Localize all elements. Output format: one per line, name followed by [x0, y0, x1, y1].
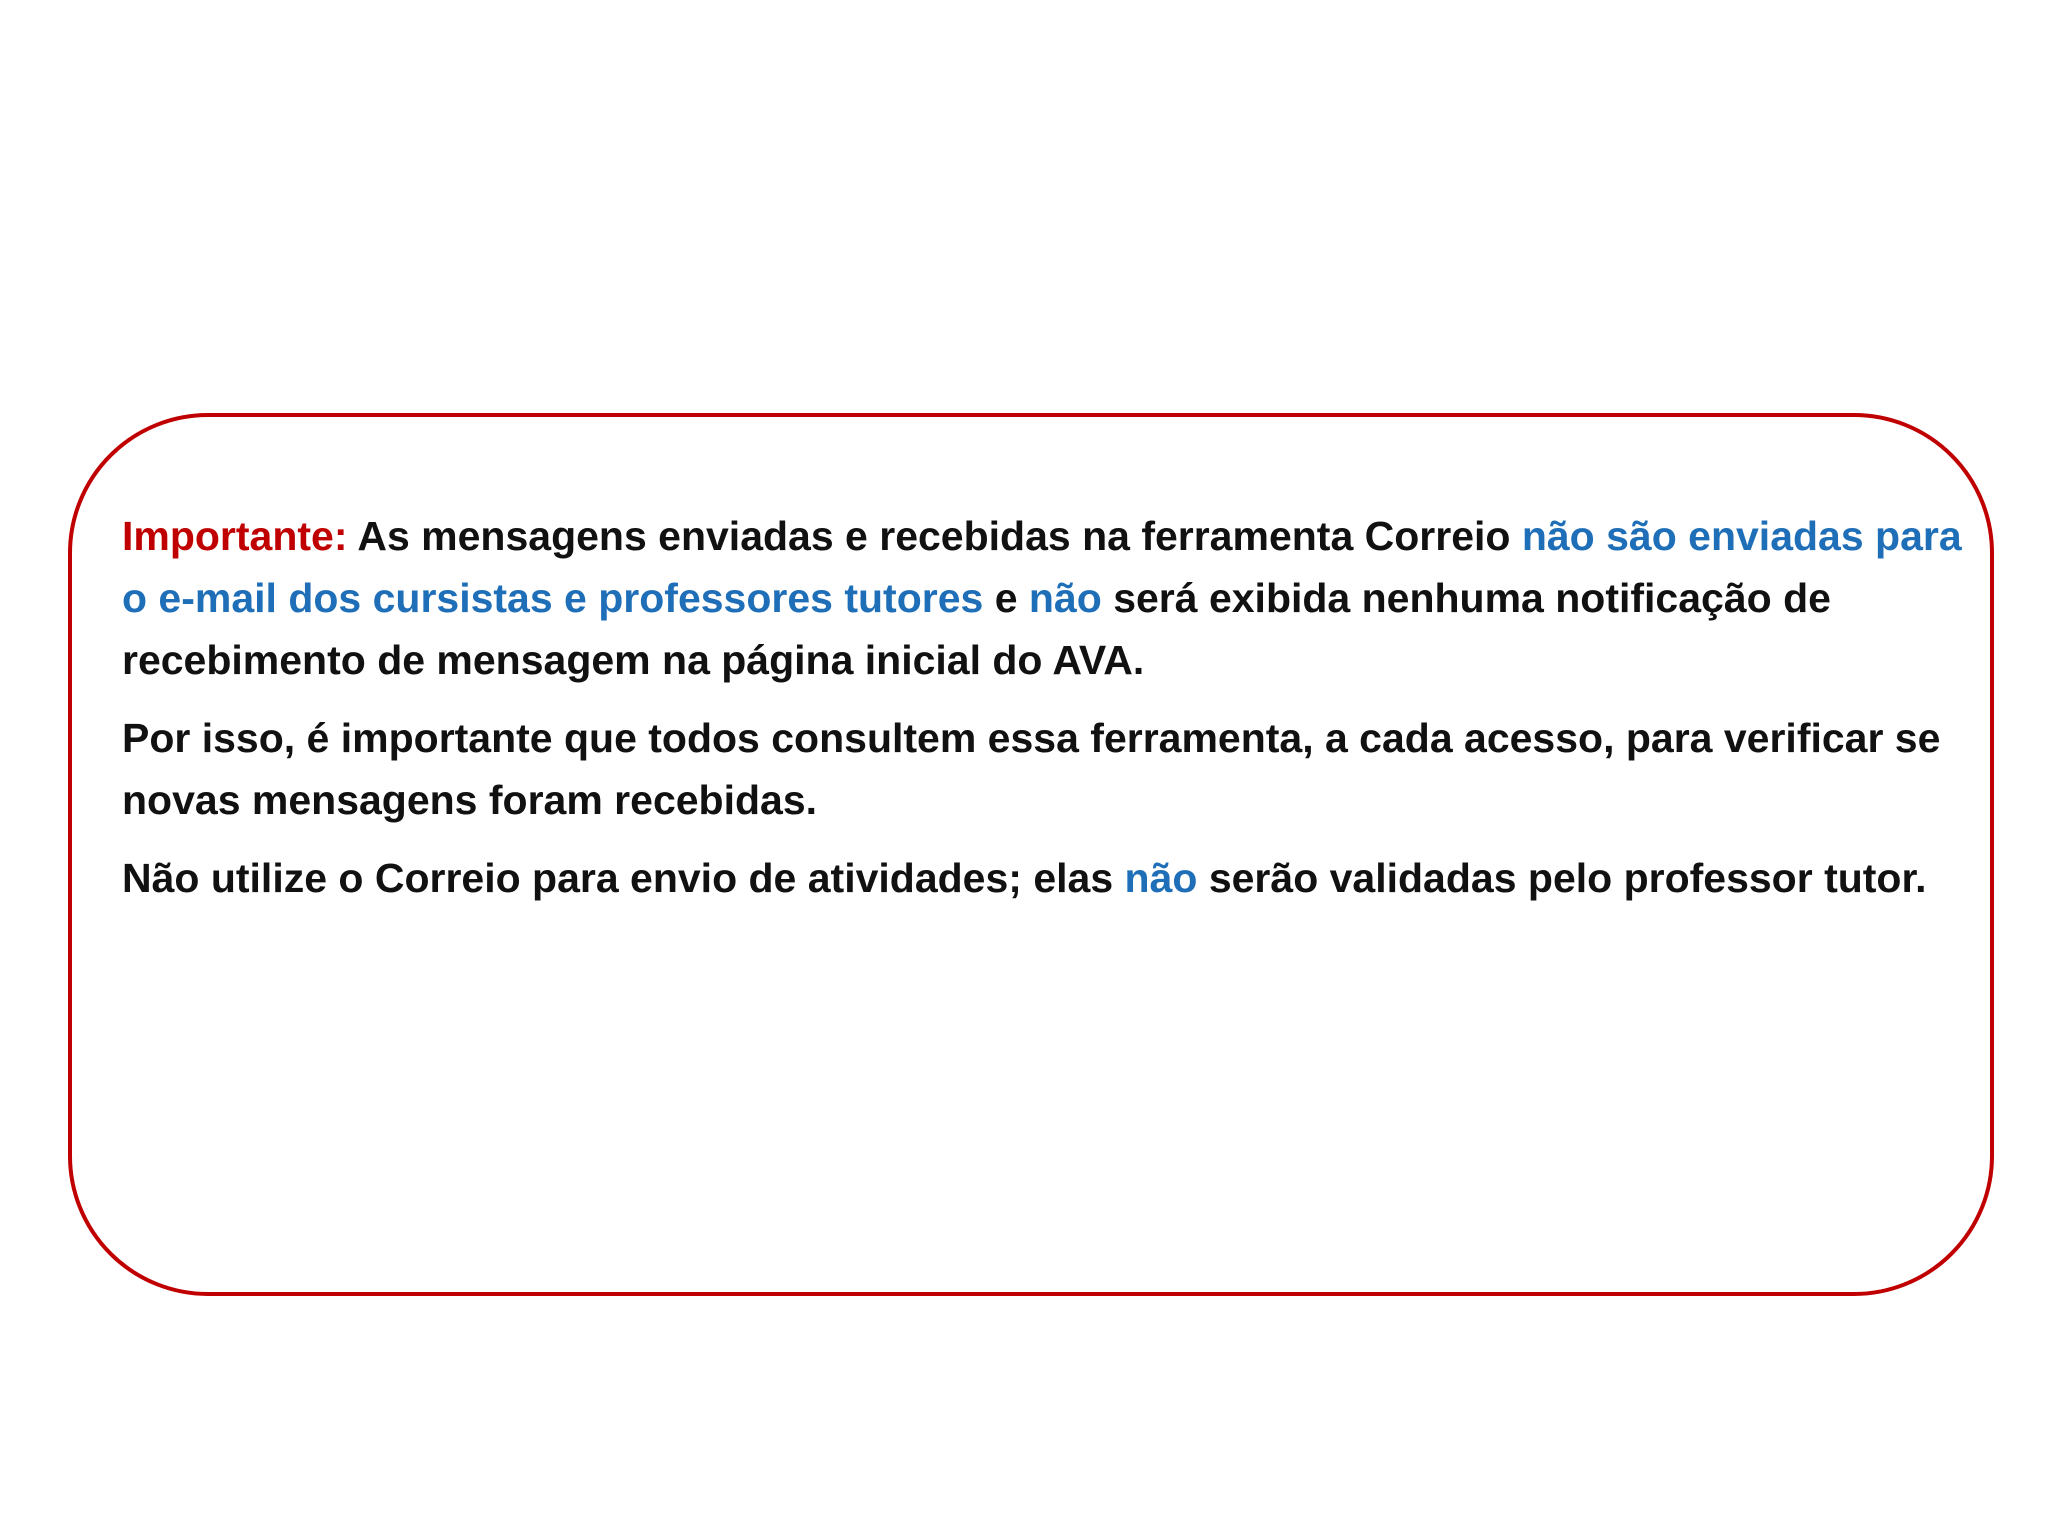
paragraph-text: e: [983, 575, 1029, 621]
emphasis-text: não são enviadas para o e-mail dos cursistas e professores tutores: [122, 513, 1962, 621]
paragraph-no-activities: [122, 847, 1970, 909]
notice-content: [122, 505, 1970, 925]
paragraph-text: Não utilize o Correio para envio de atividades; elas: [122, 855, 1125, 901]
paragraph-text: serão validadas pelo professor tutor.: [1197, 855, 1927, 901]
paragraph-text: Por isso, é importante que todos consultem essa ferramenta, a cada acesso, para verificar se novas mensagens foram recebidas.: [122, 715, 1941, 823]
paragraph-text: será exibida nenhuma notificação de recebimento de mensagem na página inicial do AVA.: [122, 575, 1831, 683]
emphasis-text: não: [1124, 855, 1198, 901]
paragraph-important: [122, 505, 1970, 691]
paragraph-consult: [122, 707, 1970, 831]
emphasis-text: não: [1028, 575, 1102, 621]
important-label: Importante:: [122, 513, 348, 559]
paragraph-text: As mensagens enviadas e recebidas na ferramenta Correio: [347, 513, 1522, 559]
